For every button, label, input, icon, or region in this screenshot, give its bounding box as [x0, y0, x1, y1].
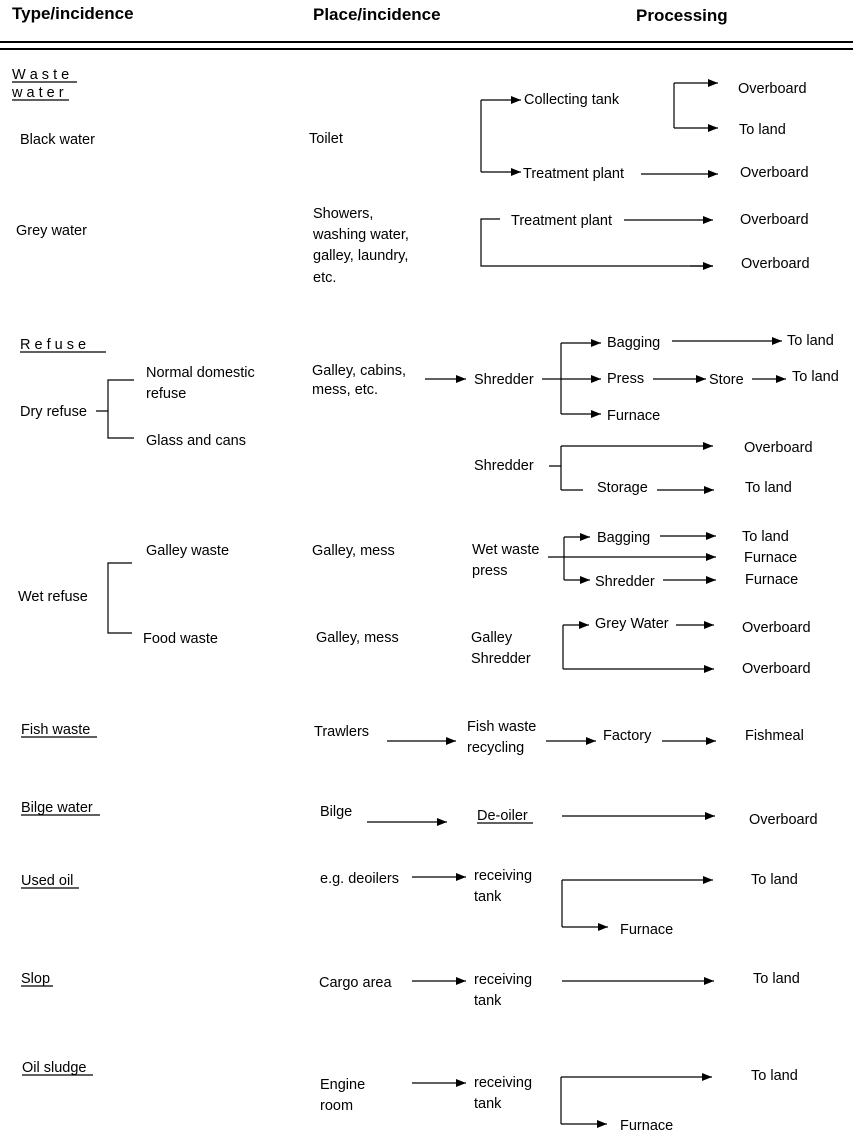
outcome-to-land-6: To land	[751, 872, 798, 888]
receiving-tank-label-1-line1: receiving	[474, 868, 533, 884]
processing-column-header: Processing	[636, 6, 728, 25]
shredder-label-3: Shredder	[595, 574, 655, 590]
normal-domestic-label-line2: refuse	[146, 386, 187, 402]
dry-refuse-label: Dry refuse	[20, 404, 87, 420]
connectors	[367, 83, 786, 1124]
food-waste-label: Food waste	[143, 631, 218, 647]
slop-label: Slop	[21, 971, 51, 987]
toilet-label: Toilet	[309, 131, 343, 147]
receiving-tank-label-2-line2: tank	[474, 993, 502, 1009]
bilge-label: Bilge	[320, 804, 353, 820]
cargo-area-label: Cargo area	[319, 975, 392, 991]
galley-cabins-label-line1: Galley, cabins,	[312, 363, 407, 379]
factory-label: Factory	[603, 728, 652, 744]
outcome-overboard-6: Overboard	[742, 620, 811, 636]
galley-shredder-label-line2: Shredder	[471, 651, 531, 667]
showers-label-line3: galley, laundry,	[313, 248, 409, 264]
engine-room-label-line2: room	[320, 1098, 354, 1114]
grey-water-label: Grey water	[16, 223, 87, 239]
storage-label: Storage	[597, 480, 648, 496]
outcome-to-land-4: To land	[745, 480, 792, 496]
galley-shredder-label-line1: Galley	[471, 630, 513, 646]
black-water-label: Black water	[20, 132, 95, 148]
outcome-to-land-3: To land	[792, 369, 839, 385]
collecting-tank-label: Collecting tank	[524, 92, 620, 108]
section-waste-water-line1: W a s t e	[12, 67, 70, 83]
bilge-water-label: Bilge water	[21, 800, 93, 816]
press-label: Press	[607, 371, 645, 387]
oil-sludge-label: Oil sludge	[22, 1060, 87, 1076]
furnace-label-1: Furnace	[607, 408, 661, 424]
furnace-oil-label-1: Furnace	[620, 922, 674, 938]
fish-waste-recycling-label-line2: recycling	[467, 740, 525, 756]
place-column	[309, 131, 409, 1114]
store-label: Store	[709, 372, 744, 388]
dry-refuse-bracket	[96, 380, 134, 438]
wet-refuse-bracket	[108, 563, 132, 633]
wet-press-branch	[548, 537, 564, 580]
outcome-to-land-2: To land	[787, 333, 834, 349]
galley-waste-label: Galley waste	[146, 543, 230, 559]
outcome-overboard-2: Overboard	[740, 165, 809, 181]
outcome-overboard-7: Overboard	[742, 661, 811, 677]
outcome-overboard-5: Overboard	[744, 440, 813, 456]
bagging-label-2: Bagging	[597, 530, 651, 546]
shredder-branch-2	[549, 446, 561, 490]
type-column-header: Type/incidence	[12, 4, 134, 23]
outcome-to-land-5: To land	[742, 529, 789, 545]
shredder-label-1: Shredder	[474, 372, 534, 388]
glass-cans-label: Glass and cans	[146, 433, 246, 449]
wet-waste-press-label-line2: press	[472, 563, 508, 579]
normal-domestic-label-line1: Normal domestic	[146, 365, 255, 381]
place-column-header: Place/incidence	[313, 5, 441, 24]
used-oil-label: Used oil	[21, 873, 74, 889]
fish-waste-recycling-label-line1: Fish waste	[467, 719, 537, 735]
processing-column	[467, 92, 744, 1134]
section-waste-water-line2: w a t e r	[12, 85, 64, 101]
outcome-furnace-3: Furnace	[745, 572, 799, 588]
outcome-furnace-2: Furnace	[744, 550, 798, 566]
grey-water-process-label: Grey Water	[595, 616, 669, 632]
treatment-plant-label-1: Treatment plant	[523, 166, 625, 182]
outcome-overboard-8: Overboard	[749, 812, 818, 828]
outcome-fishmeal: Fishmeal	[745, 728, 804, 744]
showers-label-line4: etc.	[313, 270, 337, 286]
showers-label-line2: washing water,	[313, 227, 409, 243]
type-column	[11, 67, 255, 1076]
outcome-to-land-8: To land	[751, 1068, 798, 1084]
trawlers-label: Trawlers	[314, 724, 370, 740]
outcome-overboard-1: Overboard	[738, 81, 807, 97]
treatment-plant-label-2: Treatment plant	[511, 213, 613, 229]
deoilers-label: e.g. deoilers	[320, 871, 399, 887]
column-headers	[12, 4, 728, 25]
shredder-label-2: Shredder	[474, 458, 534, 474]
outcome-overboard-3: Overboard	[740, 212, 809, 228]
wet-waste-press-label-line1: Wet waste	[472, 542, 540, 558]
showers-label-line1: Showers,	[313, 206, 374, 222]
galley-mess-label-1: Galley, mess	[312, 543, 395, 559]
de-oiler-label: De-oiler	[477, 808, 528, 824]
fish-waste-label: Fish waste	[21, 722, 91, 738]
wet-refuse-label: Wet refuse	[18, 589, 88, 605]
bagging-label-1: Bagging	[607, 335, 661, 351]
galley-mess-label-2: Galley, mess	[316, 630, 399, 646]
outcome-to-land-1: To land	[739, 122, 786, 138]
outcome-overboard-4: Overboard	[741, 256, 810, 272]
outcomes-column	[738, 81, 839, 1084]
galley-cabins-label-line2: mess, etc.	[312, 382, 379, 398]
furnace-oil-label-2: Furnace	[620, 1118, 674, 1134]
receiving-tank-label-3-line1: receiving	[474, 1075, 533, 1091]
receiving-tank-label-1-line2: tank	[474, 889, 502, 905]
receiving-tank-label-3-line2: tank	[474, 1096, 502, 1112]
outcome-to-land-7: To land	[753, 971, 800, 987]
section-refuse: R e f u s e	[20, 337, 87, 353]
shredder-branch-1	[542, 343, 561, 414]
engine-room-label-line1: Engine	[320, 1077, 366, 1093]
receiving-tank-label-2-line1: receiving	[474, 972, 533, 988]
